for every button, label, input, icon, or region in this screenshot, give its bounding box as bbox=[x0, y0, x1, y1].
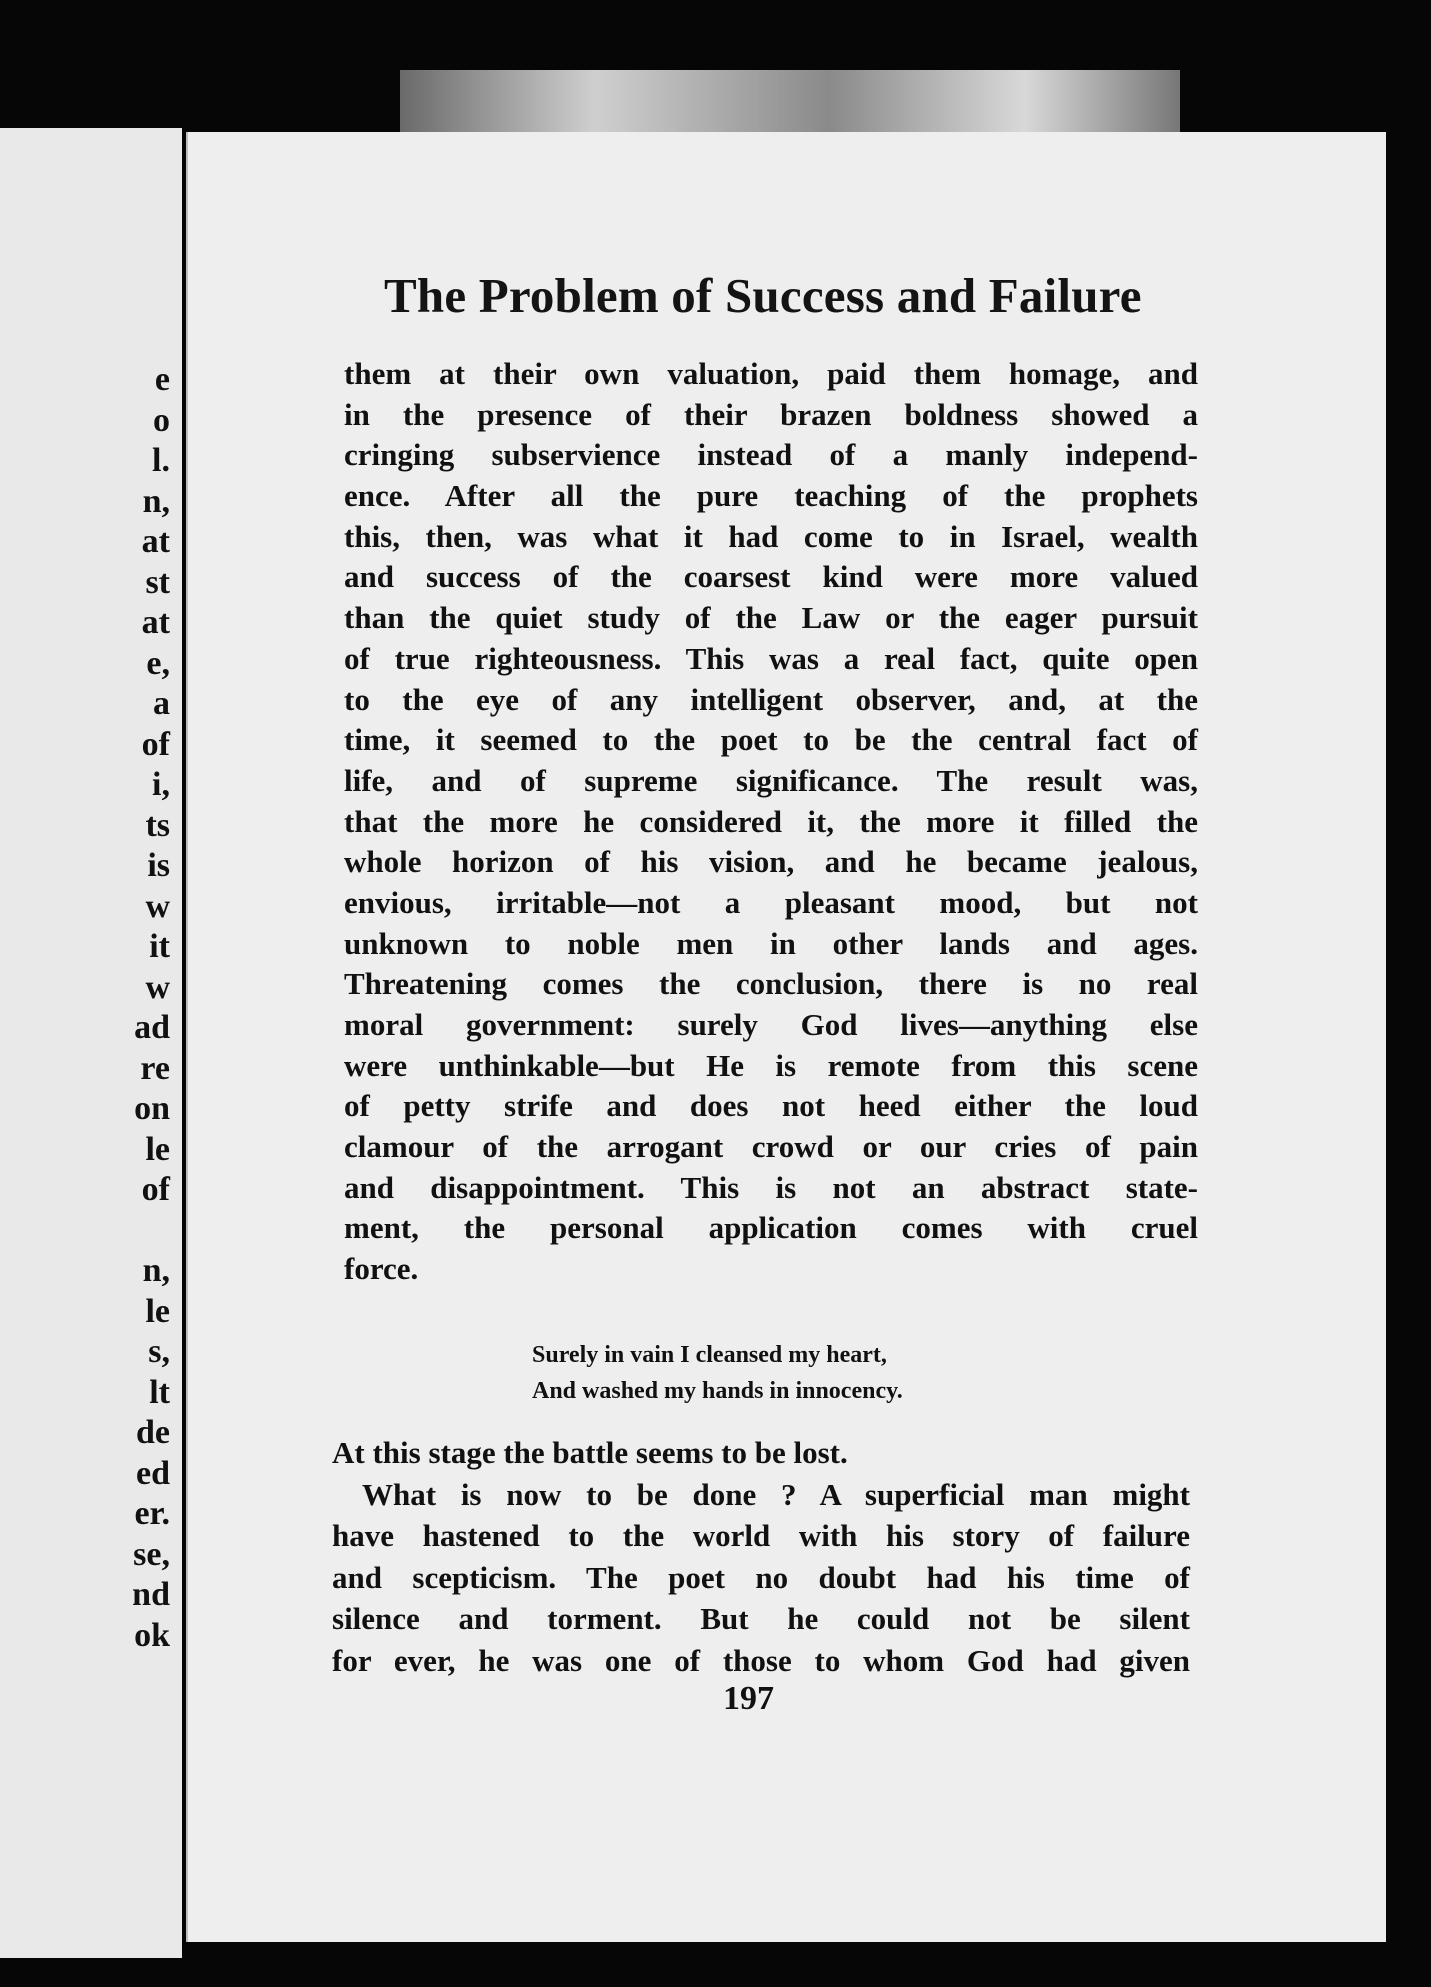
page-number: 197 bbox=[723, 1680, 774, 1717]
facing-line: of bbox=[141, 725, 170, 763]
text-line: that the more he considered it, the more it filled the bbox=[344, 803, 1198, 839]
facing-line: se, bbox=[133, 1535, 170, 1573]
text-line: time, it seemed to the poet to be the central fact of bbox=[344, 722, 1198, 758]
text-line: life, and of supreme significance. The result was, bbox=[344, 762, 1198, 798]
body-paragraph bbox=[344, 354, 1198, 1290]
text-line: of petty strife and does not heed either the loud bbox=[344, 1088, 1198, 1124]
text-line: in the presence of their brazen boldness showed a bbox=[344, 396, 1198, 432]
text-line: unknown to noble men in other lands and ages. bbox=[344, 925, 1198, 961]
text-line: whole horizon of his vision, and he became jealous, bbox=[344, 844, 1198, 880]
facing-line: of bbox=[141, 1171, 170, 1208]
running-head: The Problem of Success and Failure bbox=[384, 268, 1142, 323]
text-line: and disappointment. This is not an abstract state- bbox=[344, 1169, 1198, 1205]
facing-line: w bbox=[145, 887, 170, 925]
facing-line: i, bbox=[152, 766, 170, 803]
facing-line: e, bbox=[146, 644, 170, 682]
facing-line bbox=[90, 1211, 170, 1252]
facing-line: a bbox=[153, 685, 170, 722]
book-page bbox=[186, 132, 1386, 1942]
facing-line: n, bbox=[142, 482, 170, 520]
text-line: this, then, was what it had come to in Israel, wealth bbox=[344, 518, 1198, 554]
scan-edge-strip bbox=[400, 70, 1180, 132]
facing-line: re bbox=[140, 1049, 170, 1087]
facing-line: s, bbox=[148, 1333, 170, 1370]
text-line: At this stage the battle seems to be lost. bbox=[332, 1435, 848, 1470]
text-line: envious, irritable—not a pleasant mood, but not bbox=[344, 884, 1198, 920]
text-line: to the eye of any intelligent observer, and, at the bbox=[344, 681, 1198, 717]
facing-line: l. bbox=[152, 442, 170, 479]
text-line: cringing subservience instead of a manly independ- bbox=[344, 437, 1198, 473]
text-line: of true righteousness. This was a real fact, quite open bbox=[344, 640, 1198, 676]
facing-line: ts bbox=[145, 806, 170, 844]
body-paragraph-2 bbox=[332, 1432, 1190, 1681]
facing-line: le bbox=[145, 1130, 170, 1168]
text-line: ment, the personal application comes with cruel bbox=[344, 1210, 1198, 1246]
facing-line: at bbox=[141, 604, 170, 641]
text-line: Threatening comes the conclusion, there is no real bbox=[344, 966, 1198, 1002]
facing-line: is bbox=[147, 847, 170, 884]
facing-line: at bbox=[141, 523, 170, 560]
facing-line: ok bbox=[134, 1616, 170, 1654]
facing-line: w bbox=[145, 968, 170, 1006]
facing-page-text bbox=[90, 360, 170, 1656]
text-line: them at their own valuation, paid them homage, and bbox=[344, 356, 1198, 391]
facing-line: ed bbox=[136, 1454, 170, 1492]
facing-line: lt bbox=[149, 1373, 170, 1411]
text-line: for ever, he was one of those to whom God had given bbox=[332, 1642, 1190, 1678]
facing-line: le bbox=[145, 1292, 170, 1330]
facing-line: o bbox=[153, 401, 170, 439]
facing-line: n, bbox=[142, 1252, 170, 1289]
text-line: and success of the coarsest kind were more valued bbox=[344, 559, 1198, 595]
text-line: What is now to be done ? A superficial man might bbox=[362, 1476, 1190, 1512]
text-line: moral government: surely God lives—anything else bbox=[344, 1007, 1198, 1042]
facing-line: ad bbox=[134, 1009, 170, 1046]
verse-quotation bbox=[532, 1337, 1092, 1409]
text-line: ence. After all the pure teaching of the prophets bbox=[344, 478, 1198, 514]
facing-line: de bbox=[136, 1414, 170, 1451]
facing-line: er. bbox=[134, 1495, 170, 1532]
facing-line: on bbox=[134, 1090, 170, 1127]
text-line: were unthinkable—but He is remote from this scene bbox=[344, 1047, 1198, 1083]
facing-page bbox=[0, 128, 182, 1958]
text-line: force. bbox=[344, 1251, 419, 1287]
verse-line: And washed my hands in innocency. bbox=[532, 1378, 903, 1404]
facing-line: it bbox=[149, 928, 170, 965]
text-line: than the quiet study of the Law or the eager pursuit bbox=[344, 600, 1198, 636]
text-line: clamour of the arrogant crowd or our cries of pain bbox=[344, 1129, 1198, 1165]
verse-line: Surely in vain I cleansed my heart, bbox=[532, 1342, 887, 1368]
text-line: silence and torment. But he could not be silent bbox=[332, 1601, 1190, 1636]
facing-line: nd bbox=[132, 1576, 170, 1613]
facing-line: st bbox=[145, 563, 170, 601]
facing-line: e bbox=[154, 361, 170, 398]
text-line: have hastened to the world with his story of failure bbox=[332, 1518, 1190, 1553]
text-line: and scepticism. The poet no doubt had his time of bbox=[332, 1559, 1190, 1595]
